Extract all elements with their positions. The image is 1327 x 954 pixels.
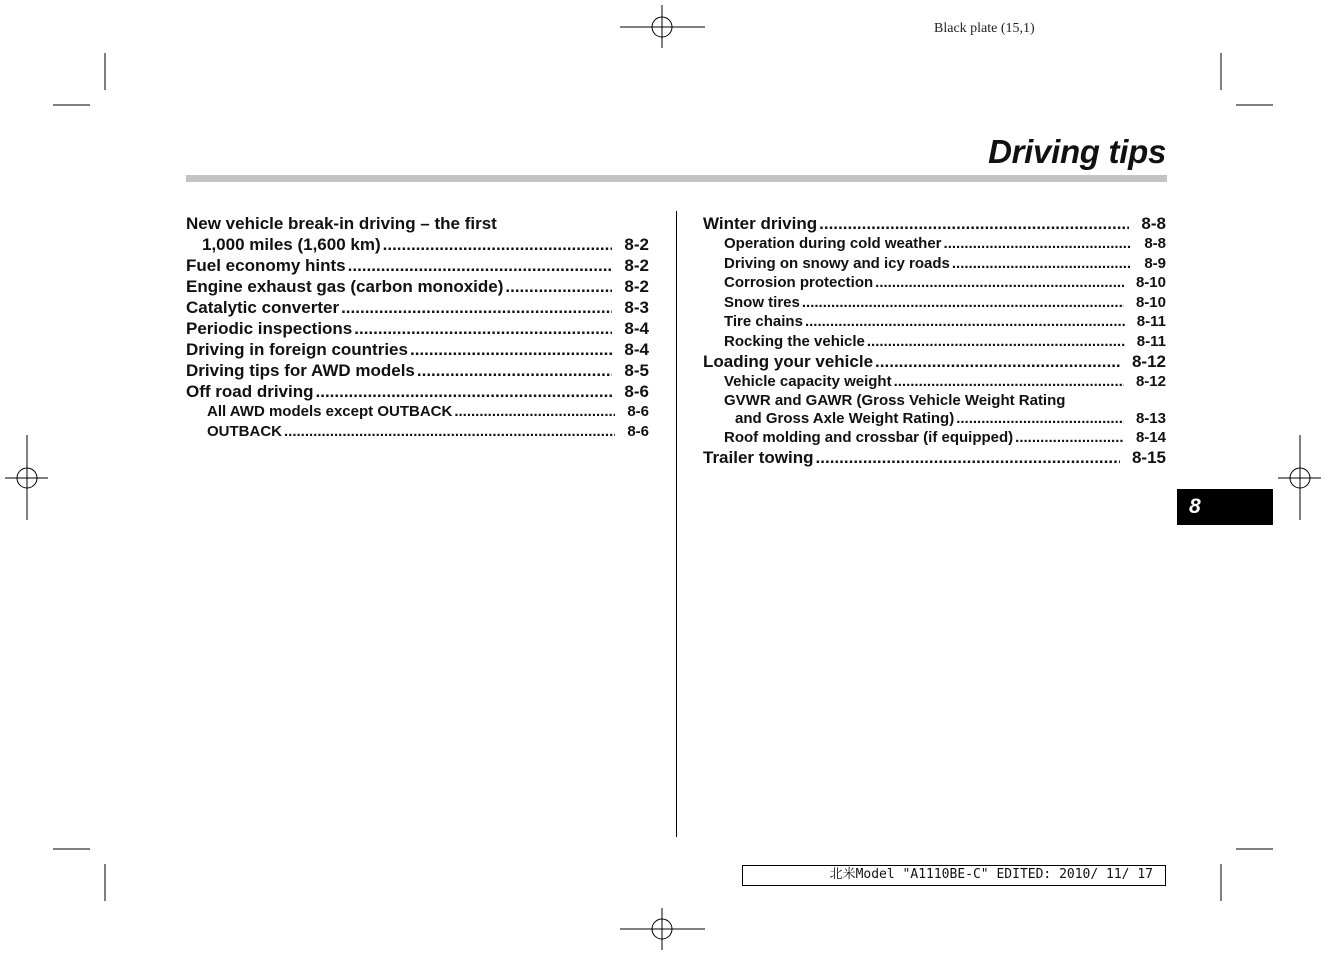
toc-entry[interactable]	[186, 422, 649, 442]
toc-entry-title: Fuel economy hints	[186, 256, 346, 275]
toc-entry-title: Driving on snowy and icy roads	[724, 254, 950, 272]
toc-entry-title: Vehicle capacity weight	[724, 373, 892, 390]
dot-leader	[873, 351, 1120, 372]
toc-entry-title: Rocking the vehicle	[724, 332, 865, 350]
dot-leader	[339, 297, 612, 318]
toc-entry-title: and Gross Axle Weight Rating)	[735, 409, 955, 427]
toc-entry-page: 8-14	[1135, 428, 1166, 446]
toc-entry[interactable]	[703, 428, 1166, 448]
toc-entry-page: 8-5	[624, 361, 649, 380]
toc-entry[interactable]	[186, 402, 649, 422]
toc-entry[interactable]	[186, 297, 649, 318]
toc-entry[interactable]	[703, 372, 1166, 392]
dot-leader	[314, 381, 613, 402]
column-divider	[676, 211, 677, 837]
toc-entry-page: 8-8	[1141, 214, 1166, 233]
dot-leader	[817, 213, 1129, 234]
dot-leader	[352, 318, 612, 339]
toc-entry-page: 8-6	[624, 382, 649, 401]
dot-leader	[803, 312, 1125, 332]
toc-entry-title: Tire chains	[724, 313, 803, 330]
dot-leader	[415, 360, 613, 381]
dot-leader	[942, 234, 1133, 254]
toc-entry[interactable]	[703, 293, 1166, 313]
toc-entry-page: 8-6	[627, 422, 649, 440]
toc-entry-title: Loading your vehicle	[703, 352, 874, 371]
toc-entry[interactable]	[703, 351, 1166, 372]
dot-leader	[381, 234, 613, 255]
dot-leader	[814, 447, 1120, 468]
toc-right-column	[703, 213, 1166, 468]
toc-entry-title-line-1: New vehicle break-in driving – the first	[186, 214, 497, 233]
toc-entry[interactable]	[703, 392, 1166, 428]
toc-entry-title: Driving in foreign countries	[186, 340, 408, 359]
toc-entry-page: 8-9	[1144, 254, 1166, 272]
toc-entry-title: 1,000 miles (1,600 km)	[202, 235, 381, 254]
chapter-tab[interactable]: 8	[1177, 489, 1273, 525]
toc-entry-page: 8-13	[1135, 409, 1166, 427]
dot-leader	[954, 410, 1124, 428]
toc-entry[interactable]	[703, 332, 1166, 352]
toc-entry-page: 8-2	[624, 277, 649, 296]
toc-entry-page: 8-11	[1136, 332, 1166, 350]
toc-entry-page: 8-6	[627, 403, 649, 420]
toc-entry-page: 8-11	[1136, 313, 1166, 330]
toc-entry[interactable]	[703, 213, 1166, 234]
toc-entry[interactable]	[703, 254, 1166, 274]
dot-leader	[282, 422, 615, 442]
toc-entry-page: 8-2	[624, 256, 649, 275]
toc-entry-page: 8-12	[1135, 373, 1166, 390]
dot-leader	[452, 402, 615, 422]
toc-entry-page: 8-10	[1135, 274, 1166, 291]
dot-leader	[892, 372, 1124, 392]
page-title: Driving tips	[988, 133, 1166, 170]
toc-entry-page: 8-12	[1131, 352, 1166, 371]
toc-entry-title-line-1: GVWR and GAWR (Gross Vehicle Weight Rating	[724, 391, 1066, 409]
toc-entry-title: All AWD models except OUTBACK	[207, 403, 453, 420]
toc-entry[interactable]	[186, 276, 649, 297]
toc-entry-title: Snow tires	[724, 293, 800, 311]
toc-entry[interactable]	[703, 312, 1166, 332]
toc-entry[interactable]	[703, 273, 1166, 293]
toc-entry-title: Off road driving	[186, 382, 314, 401]
title-rule	[186, 175, 1167, 182]
toc-entry-title: Operation during cold weather	[724, 235, 942, 252]
toc-entry[interactable]	[186, 360, 649, 381]
toc-entry-page: 8-15	[1131, 448, 1166, 467]
footer-edit-stamp: 北米Model "A1110BE-C" EDITED: 2010/ 11/ 17	[742, 865, 1166, 886]
toc-entry-page: 8-4	[624, 340, 649, 359]
toc-entry-title: Periodic inspections	[186, 319, 353, 338]
toc-entry-title: Driving tips for AWD models	[186, 361, 415, 380]
toc-left-column	[186, 213, 649, 441]
toc-entry-title: OUTBACK	[207, 422, 282, 440]
toc-entry[interactable]	[186, 255, 649, 276]
dot-leader	[950, 254, 1132, 274]
dot-leader	[408, 339, 612, 360]
dot-leader	[503, 276, 612, 297]
toc-entry-title: Roof molding and crossbar (if equipped)	[724, 428, 1014, 446]
toc-entry[interactable]	[186, 213, 649, 255]
toc-entry[interactable]	[703, 447, 1166, 468]
toc-entry-page: 8-4	[624, 319, 649, 338]
toc-entry-title: Engine exhaust gas (carbon monoxide)	[186, 277, 504, 296]
dot-leader	[1013, 428, 1124, 448]
toc-entry-page: 8-2	[624, 235, 649, 254]
toc-entry-page: 8-10	[1135, 293, 1166, 311]
toc-entry[interactable]	[186, 339, 649, 360]
dot-leader	[873, 273, 1124, 293]
toc-entry-title: Trailer towing	[703, 448, 814, 467]
plate-label: Black plate (15,1)	[934, 21, 1035, 36]
dot-leader	[346, 255, 613, 276]
dot-leader	[800, 293, 1124, 313]
toc-entry-title: Winter driving	[703, 214, 818, 233]
dot-leader	[865, 332, 1125, 352]
toc-entry[interactable]	[186, 318, 649, 339]
toc-entry-title: Catalytic converter	[186, 298, 340, 317]
toc-entry-page: 8-3	[624, 298, 649, 317]
toc-entry[interactable]	[186, 381, 649, 402]
toc-entry[interactable]	[703, 234, 1166, 254]
toc-entry-title: Corrosion protection	[724, 274, 874, 291]
toc-entry-page: 8-8	[1144, 235, 1166, 252]
